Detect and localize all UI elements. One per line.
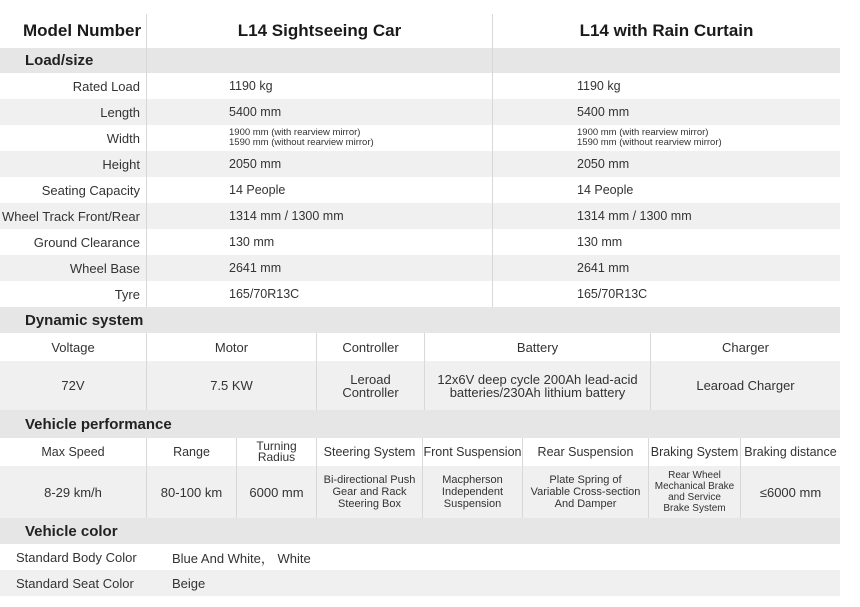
dynamic-value-line: 7.5 KW [210, 378, 253, 393]
performance-value [316, 466, 422, 518]
section-vehicle-color [0, 518, 840, 544]
section-title: Vehicle performance [25, 415, 172, 433]
spec-value [146, 203, 492, 229]
spec-label: Wheel Base [69, 260, 140, 276]
spec-value-line: 165/70R13C [577, 287, 648, 301]
performance-value-line: 8-29 km/h [44, 484, 102, 500]
dynamic-value [316, 361, 424, 410]
dynamic-header-row [0, 333, 840, 361]
spec-value-line: 2050 mm [229, 157, 282, 171]
performance-header [0, 438, 146, 466]
spec-value-line: 1314 mm / 1300 mm [577, 209, 692, 223]
dynamic-value-row [0, 361, 840, 410]
spec-label: Tyre [114, 286, 140, 302]
performance-value-line: Plate Spring of [549, 474, 622, 486]
performance-value [422, 466, 522, 518]
spec-value-line: 1590 mm (without rearview mirror) [577, 137, 722, 148]
performance-header [648, 438, 740, 466]
spec-value [146, 151, 492, 177]
performance-header-line: Range [173, 444, 210, 459]
dynamic-header: Voltage [51, 339, 95, 355]
spec-row [0, 281, 840, 307]
spec-label: Rated Load [72, 78, 140, 94]
body-color-value: Blue And White， White [172, 550, 311, 566]
performance-value [522, 466, 648, 518]
performance-value [0, 466, 146, 518]
spec-value-line: 130 mm [229, 235, 275, 249]
spec-value-line: 1900 mm (with rearview mirror) [229, 127, 361, 138]
performance-value-line: Steering Box [338, 498, 401, 510]
dynamic-value-line: 12x6V deep cycle 200Ah lead-acid [437, 371, 638, 387]
spec-value [492, 177, 840, 203]
performance-header [522, 438, 648, 466]
performance-header [146, 438, 236, 466]
spec-label: Length [100, 104, 140, 120]
dynamic-value-line: Controller [342, 384, 399, 400]
dynamic-header: Motor [146, 333, 316, 361]
spec-row [0, 255, 840, 281]
performance-header-line: Braking distance [744, 444, 837, 459]
dynamic-value [424, 361, 650, 410]
spec-value-line: 165/70R13C [229, 287, 300, 301]
dynamic-value [0, 361, 146, 410]
spec-value-line: 1190 kg [577, 79, 621, 93]
performance-value [648, 466, 740, 518]
spec-value [492, 125, 840, 151]
spec-row [0, 73, 840, 99]
model-number-label: Model Number [23, 21, 142, 40]
spec-label: Ground Clearance [33, 234, 140, 250]
dynamic-header: Battery [424, 333, 650, 361]
spec-value-line: 2641 mm [229, 261, 282, 275]
performance-value-line: Independent [441, 486, 504, 498]
spec-row [0, 99, 840, 125]
dynamic-header: Charger [650, 333, 840, 361]
spec-value [492, 99, 840, 125]
dynamic-value-line: batteries/230Ah lithium battery [449, 384, 626, 400]
performance-value-line: Variable Cross-section [530, 486, 641, 498]
spec-value [146, 229, 492, 255]
model-col-2: L14 with Rain Curtain [492, 14, 840, 48]
performance-header-line: Front Suspension [423, 444, 522, 459]
spec-value-line: 1590 mm (without rearview mirror) [229, 137, 374, 148]
spec-value-line: 5400 mm [577, 105, 630, 119]
section-title: Load/size [25, 52, 94, 69]
performance-value-line: Brake System [663, 503, 726, 514]
spec-value [146, 99, 492, 125]
spec-row [0, 125, 840, 151]
performance-header-line: Rear Suspension [537, 444, 634, 459]
performance-value-row [0, 466, 840, 518]
performance-value-line: 80-100 km [160, 484, 223, 500]
section-dynamic-system [0, 307, 840, 333]
model-col-1: L14 Sightseeing Car [146, 14, 492, 48]
spec-value [492, 151, 840, 177]
spec-value [492, 203, 840, 229]
performance-value-line: Suspension [443, 498, 502, 510]
spec-value-line: 2050 mm [577, 157, 630, 171]
spec-value [146, 73, 492, 99]
seat-color-row [0, 570, 840, 596]
performance-value-line: Macpherson [442, 474, 503, 486]
spec-row [0, 177, 840, 203]
spec-value-line: 1314 mm / 1300 mm [229, 209, 344, 223]
performance-header [740, 438, 840, 466]
spec-label: Width [106, 130, 140, 146]
dynamic-value-line: 72V [61, 378, 85, 393]
seat-color-value: Beige [172, 575, 206, 591]
dynamic-value-line: Leroad [350, 371, 391, 387]
spec-label: Wheel Track Front/Rear [2, 208, 140, 224]
spec-value-line: 1900 mm (with rearview mirror) [577, 127, 709, 138]
spec-value [146, 255, 492, 281]
dynamic-value [650, 361, 840, 410]
performance-value-line: Mechanical Brake [654, 481, 735, 492]
section-load-size [0, 48, 840, 73]
spec-value-line: 130 mm [577, 235, 623, 249]
performance-header [316, 438, 422, 466]
performance-value-line: Gear and Rack [332, 486, 407, 498]
performance-value [146, 466, 236, 518]
performance-value [236, 466, 316, 518]
performance-header-line: Radius [257, 450, 296, 464]
performance-value-line: And Damper [554, 498, 617, 510]
dynamic-value-line: Learoad Charger [696, 378, 795, 393]
header-row [0, 14, 840, 48]
performance-header-line: Turning [256, 439, 297, 453]
performance-value-line: 6000 mm [249, 484, 304, 500]
spec-value [492, 255, 840, 281]
spec-label: Height [102, 156, 140, 172]
spec-value [492, 281, 840, 307]
performance-header [236, 438, 316, 466]
section-spacer [146, 48, 492, 73]
section-spacer [492, 48, 840, 73]
spec-value [146, 125, 492, 151]
dynamic-header: Controller [316, 333, 424, 361]
spec-value [492, 73, 840, 99]
performance-value-line: Rear Wheel [668, 470, 721, 481]
spec-value-line: 2641 mm [577, 261, 630, 275]
performance-value [740, 466, 840, 518]
seat-color-label: Standard Seat Color [16, 575, 134, 591]
spec-value-line: 14 People [229, 183, 286, 197]
spec-value-line: 14 People [577, 183, 634, 197]
spec-row [0, 151, 840, 177]
body-color-row [0, 544, 840, 570]
performance-value-line: and Service [668, 492, 721, 503]
section-vehicle-performance [0, 410, 840, 438]
section-title: Dynamic system [25, 311, 144, 329]
spec-label: Seating Capacity [41, 182, 140, 198]
spec-value-line: 1190 kg [229, 79, 273, 93]
performance-header-line: Max Speed [41, 444, 105, 459]
spec-value [146, 281, 492, 307]
dynamic-value [146, 361, 316, 410]
body-color-label: Standard Body Color [16, 549, 137, 565]
spec-value-line: 5400 mm [229, 105, 282, 119]
section-title: Vehicle color [25, 522, 118, 540]
performance-header-row [0, 438, 840, 466]
performance-header-line: Braking System [650, 444, 739, 459]
performance-header-line: Steering System [323, 444, 416, 459]
spec-value [146, 177, 492, 203]
spec-row [0, 203, 840, 229]
spec-row [0, 229, 840, 255]
performance-header [422, 438, 522, 466]
performance-value-line: ≤6000 mm [759, 484, 822, 500]
spec-value [492, 229, 840, 255]
performance-value-line: Bi-directional Push [323, 474, 416, 486]
